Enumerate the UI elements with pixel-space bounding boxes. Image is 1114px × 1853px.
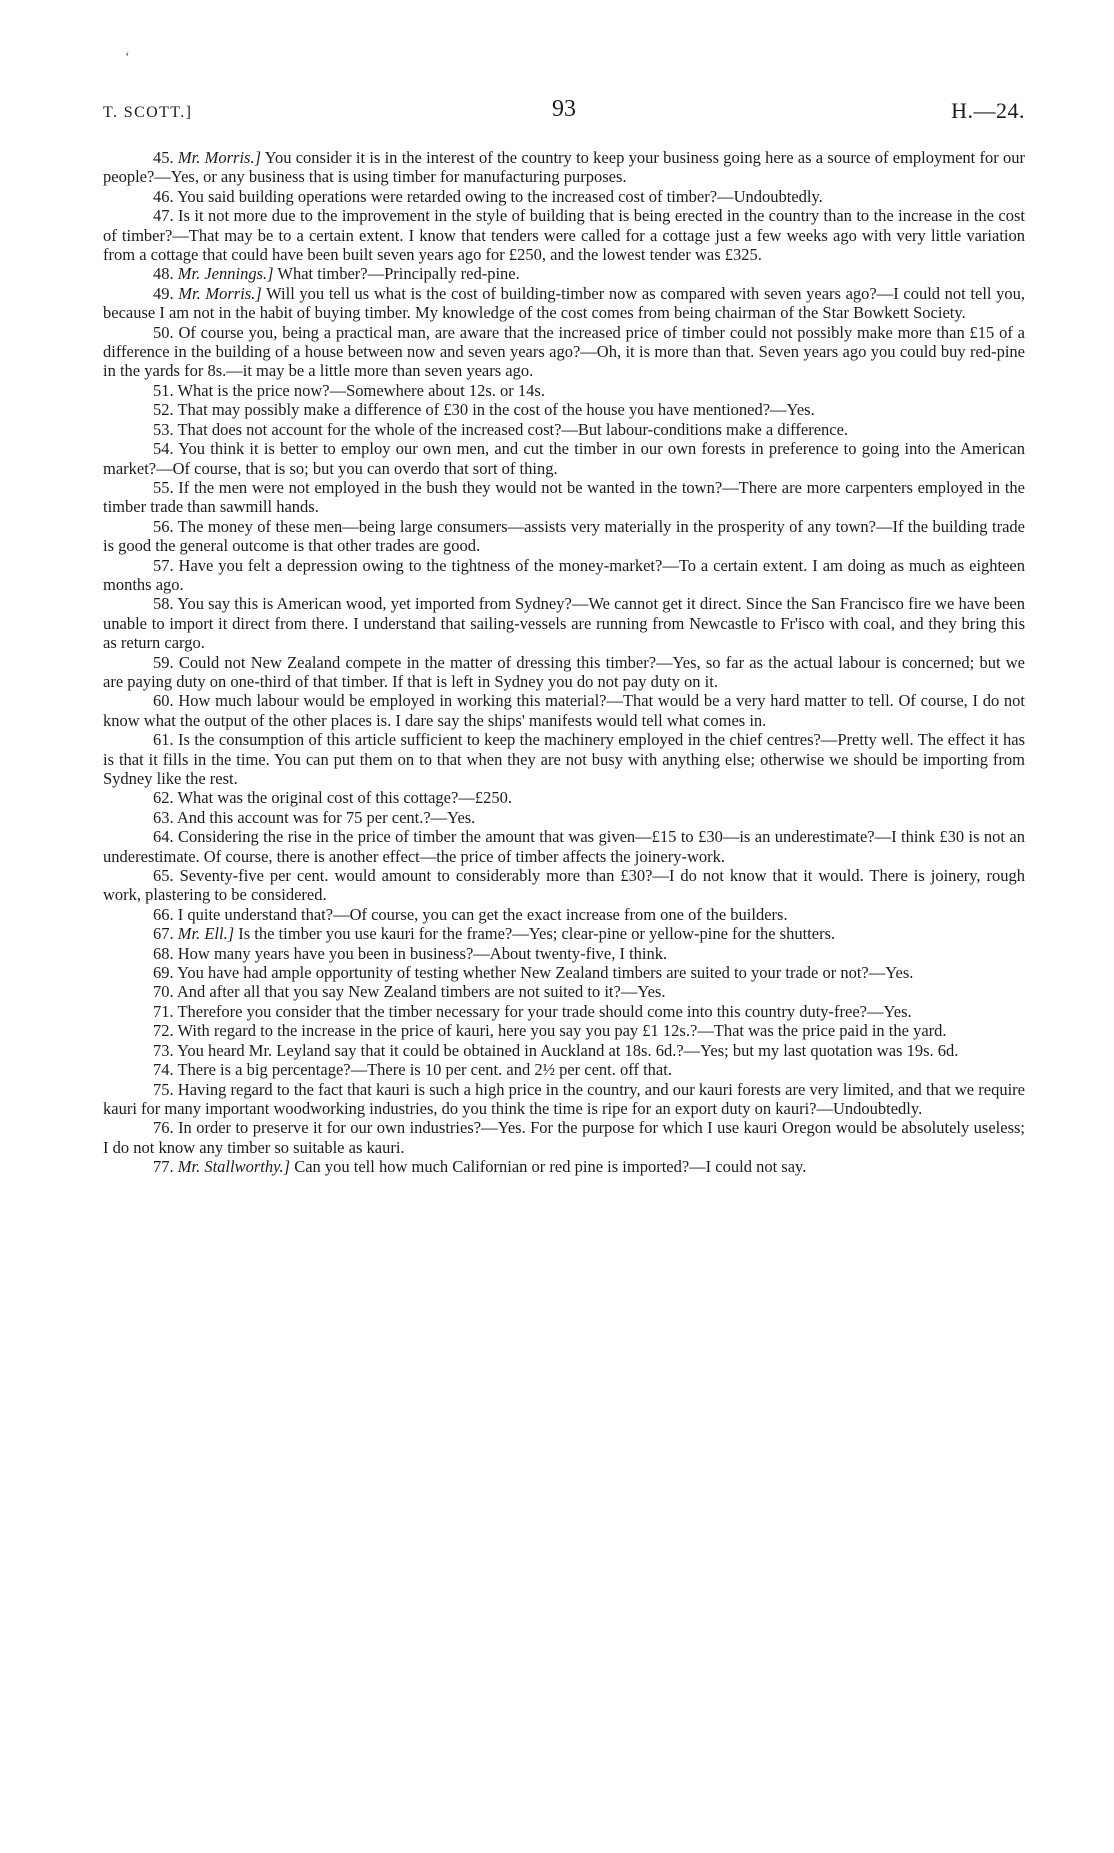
question-number: 53. xyxy=(153,419,178,439)
question-number: 68. xyxy=(153,943,178,963)
question-number: 63. xyxy=(153,807,177,827)
question-number: 46. xyxy=(153,186,178,206)
question-number: 76. xyxy=(153,1118,179,1138)
qa-paragraph xyxy=(103,866,1025,905)
qa-paragraph xyxy=(103,1118,1025,1157)
question-answer-text: With regard to the increase in the price of kauri, here you say you pay £1 12s.?—That was the price paid in the yard. xyxy=(177,1021,947,1041)
question-number: 61. xyxy=(153,730,179,750)
question-number: 56. xyxy=(153,516,178,536)
question-answer-text: If the men were not employed in the bush they would not be wanted in the town?—There are more carpenters employed in the timber trade than sawmill hands. xyxy=(103,477,1025,517)
qa-paragraph xyxy=(103,1002,1025,1021)
question-answer-text: How many years have you been in business?—About twenty-five, I think. xyxy=(177,943,668,963)
question-answer-text: Can you tell how much Californian or red pine is imported?—I could not say. xyxy=(290,1157,807,1177)
qa-paragraph xyxy=(103,653,1025,692)
qa-paragraph xyxy=(103,478,1025,517)
qa-paragraph xyxy=(103,323,1025,381)
question-number: 67. xyxy=(153,924,178,944)
qa-paragraph xyxy=(103,924,1025,943)
qa-paragraph xyxy=(103,1080,1025,1119)
witness-name: T. SCOTT.] xyxy=(103,104,193,121)
question-number: 48. xyxy=(153,264,178,284)
page-header xyxy=(103,96,1025,128)
question-number: 72. xyxy=(153,1021,178,1041)
scan-mark: ʻ xyxy=(125,50,130,65)
qa-paragraph xyxy=(103,264,1025,283)
question-answer-text: Therefore you consider that the timber necessary for your trade should come into this country duty-free?—Yes. xyxy=(177,1001,912,1021)
question-answer-text: In order to preserve it for our own industries?—Yes. For the purpose for which I use kauri Oregon would be absolutely useless; I do not know any timber so suitable as kauri. xyxy=(103,1118,1025,1157)
question-number: 69. xyxy=(153,963,178,983)
question-answer-text: What timber?—Principally red-pine. xyxy=(273,264,520,284)
question-number: 75. xyxy=(153,1079,178,1099)
paper-reference: H.—24. xyxy=(951,98,1025,123)
question-number: 73. xyxy=(153,1040,178,1060)
question-answer-text: You say this is American wood, yet imported from Sydney?—We cannot get it direct. Since the San Francisco fire we have been unable to import it direct from there. I understand that sailing-vessels are running from Newcastle to Fr'isco with coal, and they bring this as return cargo. xyxy=(103,594,1026,653)
question-number: 64. xyxy=(153,827,179,847)
question-answer-text: You heard Mr. Leyland say that it could be obtained in Auckland at 18s. 6d.?—Yes; but my last quotation was 19s. 6d. xyxy=(177,1040,959,1060)
question-number: 65. xyxy=(153,866,180,886)
qa-paragraph xyxy=(103,400,1025,419)
qa-paragraph xyxy=(103,148,1025,187)
question-number: 77. xyxy=(153,1157,178,1177)
question-number: 57. xyxy=(153,555,179,575)
question-answer-text: Of course you, being a practical man, are aware that the increased price of timber could not possibly make more than £15 of a difference in the building of a house between now and seven years ago?—Oh, it is more than that. Seven years ago you could buy red-pine in the yards for 8s.—it may be a little more than seven years ago. xyxy=(103,322,1026,381)
question-answer-text: That may possibly make a difference of £30 in the cost of the house you have mentioned?—Yes. xyxy=(177,400,815,420)
qa-paragraph xyxy=(103,1060,1025,1079)
question-number: 60. xyxy=(153,691,179,711)
question-answer-text: I quite understand that?—Of course, you can get the exact increase from one of the builders. xyxy=(177,904,788,924)
question-number: 52. xyxy=(153,400,178,420)
question-number: 49. xyxy=(153,283,179,303)
question-number: 62. xyxy=(153,788,178,808)
question-answer-text: The money of these men—being large consumers—assists very materially in the prosperity of any town?—If the building trade is good the general outcome is that other trades are good. xyxy=(103,516,1026,556)
question-answer-text: You said building operations were retarded owing to the increased cost of timber?—Undoubtedly. xyxy=(177,186,823,206)
speaker-name: Mr. Ell.] xyxy=(177,924,235,944)
qa-paragraph xyxy=(103,808,1025,827)
qa-paragraph xyxy=(103,963,1025,982)
qa-paragraph xyxy=(103,827,1025,866)
qa-paragraph xyxy=(103,594,1025,652)
qa-paragraph xyxy=(103,944,1025,963)
speaker-name: Mr. Stallworthy.] xyxy=(177,1157,291,1177)
question-answer-text: Could not New Zealand compete in the matter of dressing this timber?—Yes, so far as the actual labour is concerned; but we are paying duty on one-third of that timber. If that is left in Sydney you do not pay duty on it. xyxy=(103,652,1026,691)
question-number: 47. xyxy=(153,206,179,226)
question-answer-text: You have had ample opportunity of testing whether New Zealand timbers are suited to your trade or not?—Yes. xyxy=(177,963,914,983)
question-number: 54. xyxy=(153,439,179,459)
question-answer-text: Have you felt a depression owing to the tightness of the money-market?—To a certain extent. I am doing as much as eighteen months ago. xyxy=(103,555,1026,594)
speaker-name: Mr. Morris.] xyxy=(178,283,262,303)
question-answer-text: Is the timber you use kauri for the frame?—Yes; clear-pine or yellow-pine for the shutters. xyxy=(234,924,836,944)
speaker-name: Mr. Jennings.] xyxy=(177,264,274,284)
qa-paragraph xyxy=(103,982,1025,1001)
question-answer-text: Will you tell us what is the cost of building-timber now as compared with seven years ago?—I could not tell you, because I am not in the habit of buying timber. My knowledge of the cost comes from being chairman of the Star Bowkett Society. xyxy=(103,283,1026,323)
qa-paragraph xyxy=(103,1021,1025,1040)
qa-paragraph xyxy=(103,1041,1025,1060)
question-answer-text: Is it not more due to the improvement in the style of building that is being erected in the country than to the increase in the cost of timber?—That may be to a certain extent. I know that tenders were called for a cottage just a few weeks ago with very little variation from a cottage that could have been built seven years ago for £250, and the lowest tender was £325. xyxy=(103,206,1025,265)
question-answer-text: Having regard to the fact that kauri is such a high price in the country, and our kauri forests are very limited, and that we require kauri for many important woodworking industries, do you think the time is ripe for an export duty on kauri?—Undoubtedly. xyxy=(103,1079,1026,1118)
question-answer-text: What was the original cost of this cottage?—£250. xyxy=(177,788,512,808)
qa-paragraph xyxy=(103,206,1025,264)
qa-paragraph xyxy=(103,439,1025,478)
question-number: 51. xyxy=(153,380,178,400)
question-answer-text: What is the price now?—Somewhere about 12s. or 14s. xyxy=(177,380,545,400)
question-answer-text: You think it is better to employ our own men, and cut the timber in our own forests in preference to going into the American market?—Of course, that is so; but you can overdo that sort of thing. xyxy=(103,439,1026,478)
question-number: 55. xyxy=(153,477,179,497)
qa-paragraph xyxy=(103,517,1025,556)
question-answer-text: How much labour would be employed in working this material?—That would be a very hard matter to tell. Of course, I do not know what the output of the other places is. I dare say the ships' manifests would tell what comes in. xyxy=(103,691,1025,730)
qa-paragraph xyxy=(103,556,1025,595)
question-answer-text: That does not account for the whole of the increased cost?—But labour-conditions make a difference. xyxy=(177,419,849,439)
question-number: 50. xyxy=(153,322,179,342)
speaker-name: Mr. Morris.] xyxy=(177,148,262,167)
question-answer-text: And this account was for 75 per cent.?—Yes. xyxy=(176,807,476,827)
question-number: 66. xyxy=(153,904,178,924)
question-number: 71. xyxy=(153,1001,178,1021)
question-answer-text: Seventy-five per cent. would amount to considerably more than £30?—I do not know that it would. There is joinery, rough work, plastering to be considered. xyxy=(103,866,1025,905)
qa-paragraph xyxy=(103,381,1025,400)
question-answer-text: And after all that you say New Zealand timbers are not suited to it?—Yes. xyxy=(176,982,666,1002)
question-number: 58. xyxy=(153,594,178,614)
question-answer-text: There is a big percentage?—There is 10 per cent. and 2½ per cent. off that. xyxy=(177,1060,672,1080)
qa-paragraph xyxy=(103,730,1025,788)
question-number: 74. xyxy=(153,1060,178,1080)
evidence-body xyxy=(103,148,1025,1177)
page-number: 93 xyxy=(552,96,576,122)
qa-paragraph xyxy=(103,187,1025,206)
qa-paragraph xyxy=(103,905,1025,924)
question-answer-text: You consider it is in the interest of the country to keep your business going here as a source of employment for our people?—Yes, or any business that is using timber for manufacturing purposes. xyxy=(103,148,1025,187)
question-answer-text: Considering the rise in the price of timber the amount that was given—£15 to £30—is an underestimate?—I think £30 is not an underestimate. Of course, there is another effect—the price of timber affects the joinery-work. xyxy=(103,827,1026,866)
question-answer-text: Is the consumption of this article sufficient to keep the machinery employed in the chief centres?—Pretty well. The effect it has is that it fills in the time. You can put them on to that when they are not busy with anything else; otherwise we should be importing from Sydney like the rest. xyxy=(103,730,1025,788)
qa-paragraph xyxy=(103,788,1025,807)
question-number: 45. xyxy=(153,148,178,167)
qa-paragraph xyxy=(103,420,1025,439)
qa-paragraph xyxy=(103,1157,1025,1176)
question-number: 59. xyxy=(153,652,179,672)
qa-paragraph xyxy=(103,691,1025,730)
question-number: 70. xyxy=(153,982,177,1002)
qa-paragraph xyxy=(103,284,1025,323)
